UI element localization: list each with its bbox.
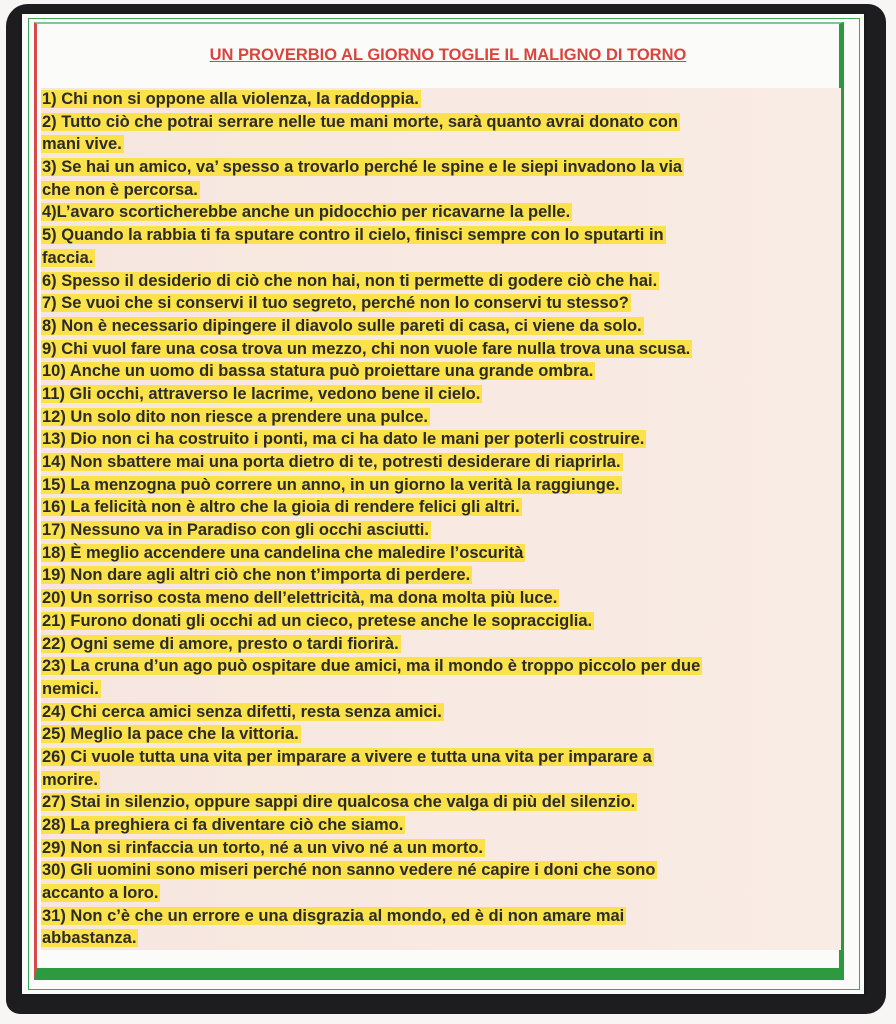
list-item bbox=[41, 837, 841, 860]
list-item bbox=[41, 88, 841, 111]
proverb-text: 4)L’avaro scorticherebbe anche un pidocchio per ricavarne la pelle. bbox=[42, 203, 571, 222]
list-item bbox=[41, 292, 841, 315]
proverb-text: 19) Non dare agli altri ciò che non t’importa di perdere. bbox=[42, 566, 471, 585]
proverb-text: 27) Stai in silenzio, oppure sappi dire qualcosa che valga di più del silenzio. bbox=[42, 793, 636, 812]
list-item bbox=[41, 133, 841, 156]
list-item bbox=[41, 360, 841, 383]
proverb-text: accanto a loro. bbox=[42, 884, 159, 903]
list-item bbox=[41, 769, 841, 792]
list-item bbox=[41, 338, 841, 361]
list-item bbox=[41, 224, 841, 247]
list-item bbox=[41, 701, 841, 724]
list-item bbox=[41, 519, 841, 542]
proverb-text: 2) Tutto ciò che potrai serrare nelle tue mani morte, sarà quanto avrai donato con bbox=[42, 112, 679, 131]
list-item bbox=[41, 746, 841, 769]
page-title: UN PROVERBIO AL GIORNO TOGLIE IL MALIGNO DI TORNO bbox=[209, 46, 687, 64]
list-item bbox=[41, 383, 841, 406]
list-item bbox=[41, 791, 841, 814]
list-item bbox=[41, 905, 841, 928]
proverb-text: mani vive. bbox=[42, 135, 122, 154]
list-item bbox=[41, 315, 841, 338]
proverb-text: 29) Non si rinfaccia un torto, né a un vivo né a un morto. bbox=[42, 838, 483, 857]
proverb-text: 12) Un solo dito non riesce a prendere una pulce. bbox=[42, 407, 429, 426]
proverb-text: 18) È meglio accendere una candelina che maledire l’oscurità bbox=[42, 543, 524, 562]
proverb-text: 7) Se vuoi che si conservi il tuo segreto, perché non lo conservi tu stesso? bbox=[42, 294, 629, 313]
proverb-text: morire. bbox=[42, 770, 98, 789]
list-item bbox=[41, 587, 841, 610]
list-item bbox=[41, 406, 841, 429]
list-item bbox=[41, 156, 841, 179]
list-item bbox=[41, 428, 841, 451]
proverb-text: 10) Anche un uomo di bassa statura può proiettare una grande ombra. bbox=[42, 362, 594, 381]
proverb-text: 9) Chi vuol fare una cosa trova un mezzo, chi non vuole fare nulla trova una scusa. bbox=[42, 339, 691, 358]
list-item bbox=[41, 496, 841, 519]
list-item bbox=[41, 882, 841, 905]
proverb-text: 26) Ci vuole tutta una vita per imparare a vivere e tutta una vita per imparare a bbox=[42, 747, 652, 766]
proverb-text: faccia. bbox=[42, 248, 94, 267]
proverb-text: 17) Nessuno va in Paradiso con gli occhi asciutti. bbox=[42, 521, 429, 540]
list-item bbox=[41, 270, 841, 293]
list-item bbox=[41, 678, 841, 701]
proverb-text: 20) Un sorriso costa meno dell’elettricità, ma dona molta più luce. bbox=[42, 589, 558, 608]
proverb-list bbox=[41, 88, 841, 950]
proverb-text: 1) Chi non si oppone alla violenza, la raddoppia. bbox=[42, 90, 419, 108]
list-item bbox=[41, 111, 841, 134]
proverb-text: 3) Se hai un amico, va’ spesso a trovarlo perché le spine e le siepi invadono la via bbox=[42, 158, 683, 177]
proverb-text: 28) La preghiera ci fa diventare ciò che siamo. bbox=[42, 816, 404, 834]
list-item bbox=[41, 474, 841, 497]
list-item bbox=[41, 179, 841, 202]
proverb-text: nemici. bbox=[42, 679, 99, 698]
list-item bbox=[41, 927, 841, 950]
proverb-text: abbastanza. bbox=[42, 929, 137, 948]
list-item bbox=[41, 859, 841, 882]
proverb-text: 5) Quando la rabbia ti fa sputare contro il cielo, finisci sempre con lo sputarti in bbox=[42, 226, 664, 245]
list-item bbox=[41, 655, 841, 678]
proverb-text: 13) Dio non ci ha costruito i ponti, ma ci ha dato le mani per poterli costruire. bbox=[42, 430, 645, 449]
proverb-text: che non è percorsa. bbox=[42, 180, 198, 199]
proverb-text: 6) Spesso il desiderio di ciò che non hai, non ti permette di godere ciò che hai. bbox=[42, 271, 658, 290]
proverb-text: 24) Chi cerca amici senza difetti, resta senza amici. bbox=[42, 702, 442, 721]
proverb-text: 23) La cruna d’un ago può ospitare due amici, ma il mondo è troppo piccolo per due bbox=[42, 657, 701, 676]
list-item bbox=[41, 564, 841, 587]
proverb-text: 11) Gli occhi, attraverso le lacrime, vedono bene il cielo. bbox=[42, 384, 481, 403]
proverb-text: 16) La felicità non è altro che la gioia di rendere felici gli altri. bbox=[42, 498, 520, 517]
list-item bbox=[41, 633, 841, 656]
proverb-text: 22) Ogni seme di amore, presto o tardi fiorirà. bbox=[42, 634, 399, 653]
proverb-text: 8) Non è necessario dipingere il diavolo sulle pareti di casa, ci viene da solo. bbox=[42, 316, 642, 335]
list-item bbox=[41, 201, 841, 224]
proverb-text: 31) Non c’è che un errore e una disgrazia al mondo, ed è di non amare mai bbox=[42, 906, 625, 925]
list-item bbox=[41, 610, 841, 633]
proverb-text: 15) La menzogna può correre un anno, in un giorno la verità la raggiunge. bbox=[42, 475, 620, 494]
list-item bbox=[41, 814, 841, 837]
list-item bbox=[41, 247, 841, 270]
list-item bbox=[41, 451, 841, 474]
proverb-text: 25) Meglio la pace che la vittoria. bbox=[42, 725, 299, 744]
list-item bbox=[41, 723, 841, 746]
proverb-text: 30) Gli uomini sono miseri perché non sanno vedere né capire i doni che sono bbox=[42, 861, 656, 880]
proverb-text: 14) Non sbattere mai una porta dietro di te, potresti desiderare di riaprirla. bbox=[42, 453, 621, 471]
list-item bbox=[41, 542, 841, 565]
proverb-text: 21) Furono donati gli occhi ad un cieco, pretese anche le sopracciglia. bbox=[42, 611, 593, 630]
